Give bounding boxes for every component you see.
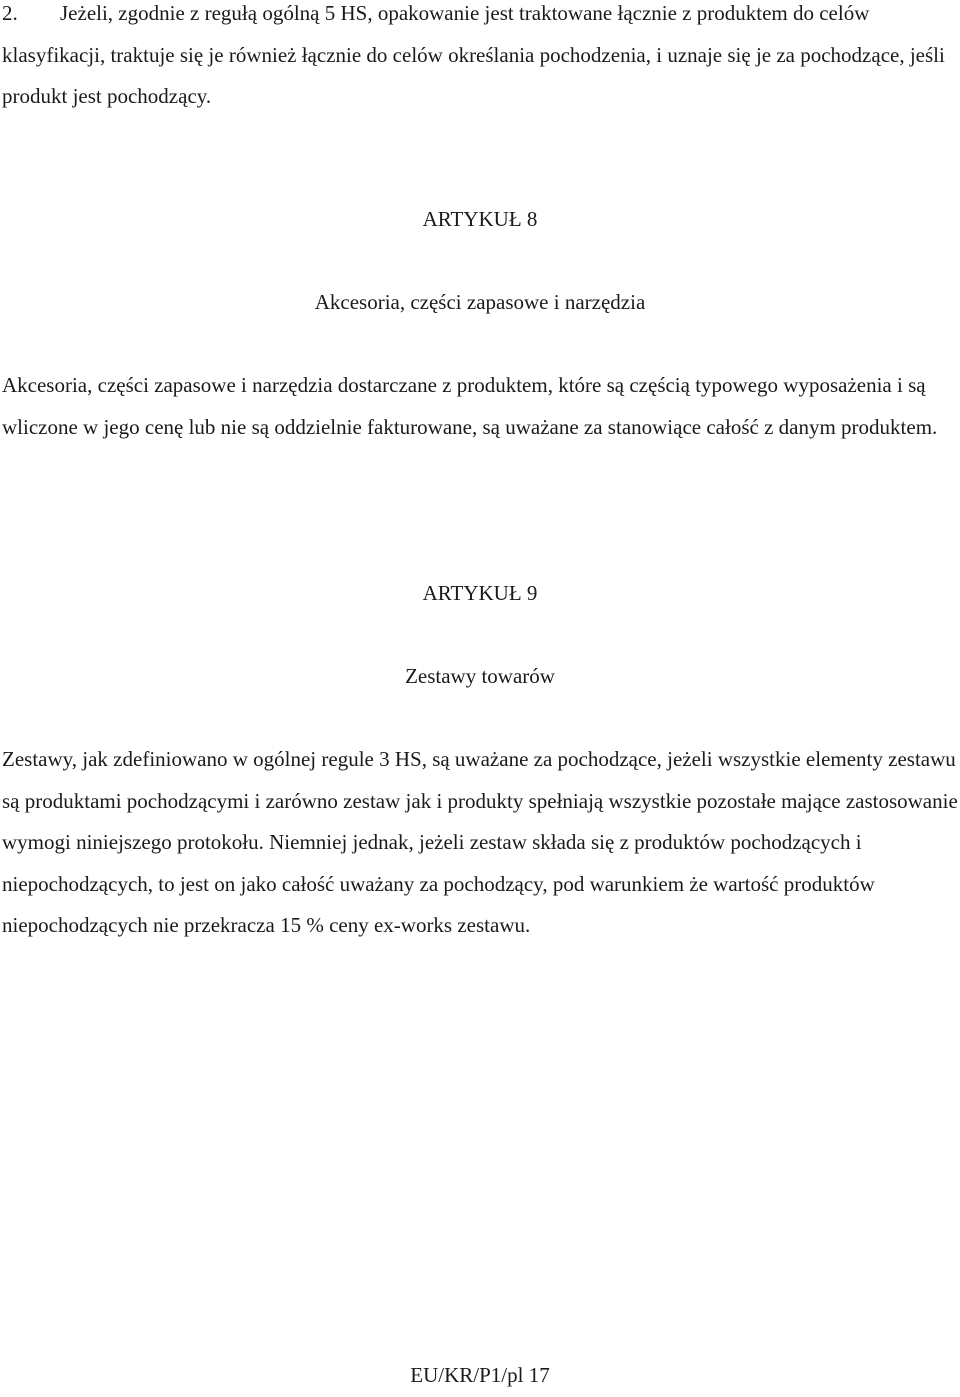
article-8-title: Akcesoria, części zapasowe i narzędzia	[314, 290, 646, 314]
article-8-body: Akcesoria, części zapasowe i narzędzia dostarczane z produktem, które są częścią typowego wyposażenia i są wliczone w jego cenę lub nie są oddzielnie fakturowane, są uważane za stanowiące całość z danym produktem.	[2, 373, 938, 439]
paragraph-number: 2.	[2, 1, 18, 25]
article-9-title: Zestawy towarów	[405, 664, 555, 688]
paragraph-2	[2, 0, 958, 118]
paragraph-2-text: Jeżeli, zgodnie z regułą ogólną 5 HS, opakowanie jest traktowane łącznie z produktem do celów klasyfikacji, traktuje się je również łącznie do celów określania pochodzenia, i uznaje się je za pochodzące, jeśli produkt jest pochodzący.	[2, 1, 945, 108]
article-9-body: Zestawy, jak zdefiniowano w ogólnej regule 3 HS, są uważane za pochodzące, jeżeli wszystkie elementy zestawu są produktami pochodzącymi i zarówno zestaw jak i produkty spełniają wszystkie pozostałe mające zastosowanie wymogi niniejszego protokołu. Niemniej jednak, jeżeli zestaw składa się z produktów pochodzących i niepochodzących, to jest on jako całość uważany za pochodzący, pod warunkiem że wartość produktów niepochodzących nie przekracza 15 % ceny ex-works zestawu.	[2, 747, 958, 937]
article-8-heading: ARTYKUŁ 8	[422, 207, 538, 231]
page-footer-reference: EU/KR/P1/pl 17	[410, 1363, 550, 1387]
article-9-heading: ARTYKUŁ 9	[422, 581, 538, 605]
